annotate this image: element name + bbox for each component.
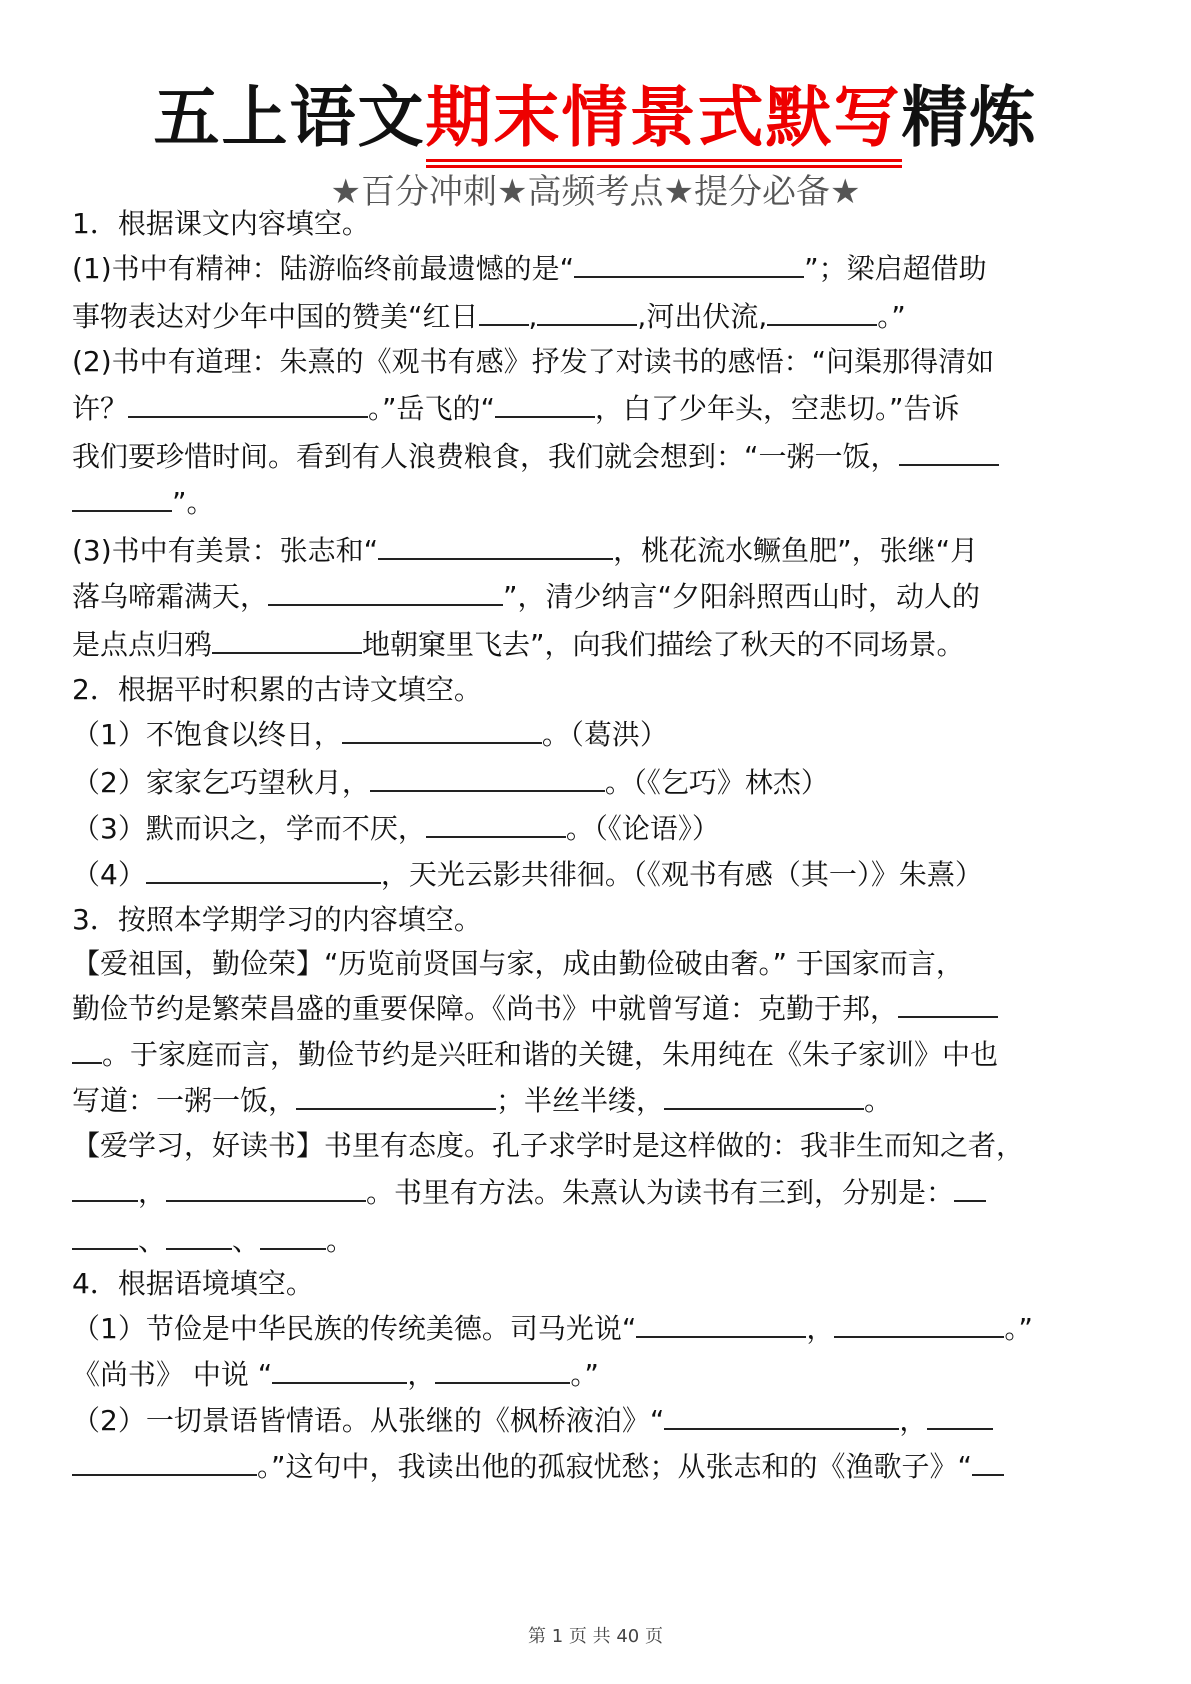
worksheet-line (72, 1266, 1121, 1302)
worksheet-line (72, 1310, 1121, 1347)
subtitle: ★百分冲刺★高频考点★提分必备★ (330, 172, 861, 212)
line-text: （2）一切景语皆情语。从张继的《枫桥液泊》“ (72, 1404, 665, 1437)
worksheet-line (72, 344, 1121, 380)
worksheet-line (72, 856, 1121, 893)
fill-in-blank[interactable] (435, 1356, 570, 1384)
fill-in-blank[interactable] (272, 1356, 407, 1384)
line-text: 【爱学习，好读书】书里有态度。孔子求学时是这样做的：我非生而知之者， (72, 1129, 1025, 1162)
title-prefix: 五上语文 (153, 79, 426, 156)
worksheet-line (72, 990, 1121, 1027)
fill-in-blank[interactable] (664, 1082, 864, 1110)
line-text: (3)书中有美景：张志和“ (72, 534, 379, 567)
worksheet-line (72, 672, 1121, 708)
fill-in-blank[interactable] (146, 856, 381, 884)
worksheet-line (72, 1036, 1121, 1073)
fill-in-blank[interactable] (370, 764, 605, 792)
line-text: 。 (864, 1084, 893, 1117)
line-text: 。（《论语》） (565, 812, 720, 845)
worksheet-line (72, 902, 1121, 938)
fill-in-blank[interactable] (72, 1222, 138, 1250)
line-text: （1）不饱食以终日， (72, 718, 342, 751)
line-text: 。” (877, 300, 906, 333)
fill-in-blank[interactable] (72, 1174, 138, 1202)
worksheet-line (72, 626, 1121, 663)
line-text: 《尚书》 中说 “ (72, 1358, 273, 1391)
worksheet-line (72, 532, 1121, 569)
worksheet-line (72, 1082, 1121, 1119)
fill-in-blank[interactable] (72, 1448, 257, 1476)
worksheet-line (72, 578, 1121, 615)
line-text: ”，清少纳言“夕阳斜照西山时，动人的 (503, 580, 981, 613)
fill-in-blank[interactable] (927, 1402, 993, 1430)
worksheet-line (72, 1356, 1121, 1393)
line-text: 、 (232, 1224, 261, 1257)
line-text: 勤俭节约是繁荣昌盛的重要保障。《尚书》中就曾写道：克勤于邦， (72, 992, 899, 1025)
line-text: （3）默而识之，学而不厌， (72, 812, 426, 845)
line-text: 。（《乞巧》林杰） (604, 766, 829, 799)
fill-in-blank[interactable] (899, 438, 999, 466)
fill-in-blank[interactable] (72, 484, 172, 512)
line-text: 我们要珍惜时间。看到有人浪费粮食，我们就会想到：“一粥一饭， (72, 440, 899, 473)
fill-in-blank[interactable] (72, 1036, 102, 1064)
worksheet-line (72, 810, 1121, 847)
line-text: 、 (138, 1224, 167, 1257)
line-text: （2）家家乞巧望秋月， (72, 766, 370, 799)
line-text: 。” (1004, 1312, 1033, 1345)
title-highlight: 期末情景式默写 (425, 79, 902, 156)
line-text: 地朝窠里飞去”，向我们描绘了秋天的不同场景。 (362, 628, 965, 661)
line-text: (2)书中有道理：朱熹的《观书有感》抒发了对读书的感悟：“问渠那得清如 (72, 345, 995, 378)
line-text: （4） (72, 858, 146, 891)
worksheet-line (72, 1128, 1121, 1164)
worksheet-line (72, 1174, 1121, 1211)
line-text: 许？ (72, 392, 129, 425)
worksheet-line (72, 1448, 1121, 1485)
line-text: 。”岳飞的“ (368, 392, 496, 425)
fill-in-blank[interactable] (834, 1310, 1004, 1338)
line-text: ， (899, 1404, 928, 1437)
fill-in-blank[interactable] (296, 1082, 496, 1110)
line-text: 1．根据课文内容填空。 (72, 207, 370, 240)
line-text: ”。 (172, 486, 215, 519)
worksheet-line (72, 250, 1121, 287)
line-text: ， (407, 1358, 436, 1391)
worksheet-line (72, 946, 1121, 982)
worksheet-line (72, 1402, 1121, 1439)
line-text: ,河出伏流, (637, 300, 768, 333)
line-text: 。（葛洪） (541, 718, 668, 751)
fill-in-blank[interactable] (268, 578, 503, 606)
line-text: 。于家庭而言，勤俭节约是兴旺和谐的关键，朱用纯在《朱子家训》中也 (102, 1038, 999, 1071)
fill-in-blank[interactable] (898, 990, 998, 1018)
worksheet-line (72, 1222, 1121, 1259)
worksheet-line (72, 206, 1121, 242)
worksheet-line (72, 298, 1121, 335)
fill-in-blank[interactable] (212, 626, 362, 654)
fill-in-blank[interactable] (537, 298, 637, 326)
fill-in-blank[interactable] (378, 532, 613, 560)
fill-in-blank[interactable] (972, 1448, 1004, 1476)
line-text: 。书里有方法。朱熹认为读书有三到，分别是： (366, 1176, 955, 1209)
fill-in-blank[interactable] (495, 390, 595, 418)
line-text: ，天光云影共徘徊。（《观书有感（其一）》朱熹） (380, 858, 983, 891)
worksheet-line (72, 764, 1121, 801)
worksheet-line (72, 390, 1121, 427)
fill-in-blank[interactable] (636, 1310, 806, 1338)
fill-in-blank[interactable] (342, 716, 542, 744)
line-text: 2．根据平时积累的古诗文填空。 (72, 673, 482, 706)
line-text: 3．按照本学期学习的内容填空。 (72, 903, 482, 936)
line-text: ”；梁启超借助 (804, 252, 987, 285)
line-text: 。” (570, 1358, 599, 1391)
line-text: 4．根据语境填空。 (72, 1267, 314, 1300)
fill-in-blank[interactable] (166, 1174, 366, 1202)
fill-in-blank[interactable] (574, 250, 804, 278)
title-suffix: 精炼 (901, 79, 1038, 156)
worksheet-line (72, 438, 1121, 475)
line-text: 。 (326, 1224, 355, 1257)
line-text: (1)书中有精神：陆游临终前最遗憾的是“ (72, 252, 575, 285)
line-text: 写道：一粥一饭， (72, 1084, 297, 1117)
fill-in-blank[interactable] (954, 1174, 986, 1202)
fill-in-blank[interactable] (128, 390, 368, 418)
line-text: ， (138, 1176, 167, 1209)
worksheet-line (72, 484, 1121, 521)
fill-in-blank[interactable] (260, 1222, 326, 1250)
line-text: 落乌啼霜满天， (72, 580, 269, 613)
line-text: , (528, 300, 538, 333)
line-text: 事物表达对少年中国的赞美“红日 (72, 300, 479, 333)
line-text: ，白了少年头，空悲切。”告诉 (595, 392, 960, 425)
page-number: 第 1 页 共 40 页 (528, 1626, 663, 1647)
line-text: 。”这句中，我读出他的孤寂忧愁；从张志和的《渔歌子》“ (257, 1450, 973, 1483)
line-text: ；半丝半缕， (496, 1084, 665, 1117)
line-text: 【爱祖国，勤俭荣】“历览前贤国与家，成由勤俭破由奢。” 于国家而言， (72, 947, 964, 980)
worksheet-line (72, 716, 1121, 753)
line-text: ， (806, 1312, 835, 1345)
line-text: 是点点归鸦 (72, 628, 213, 661)
fill-in-blank[interactable] (166, 1222, 232, 1250)
fill-in-blank[interactable] (479, 298, 529, 326)
page-title (0, 78, 1191, 158)
line-text: （1）节俭是中华民族的传统美德。司马光说“ (72, 1312, 637, 1345)
fill-in-blank[interactable] (767, 298, 877, 326)
fill-in-blank[interactable] (664, 1402, 899, 1430)
fill-in-blank[interactable] (426, 810, 566, 838)
line-text: ，桃花流水鳜鱼肥”，张继“月 (613, 534, 979, 567)
